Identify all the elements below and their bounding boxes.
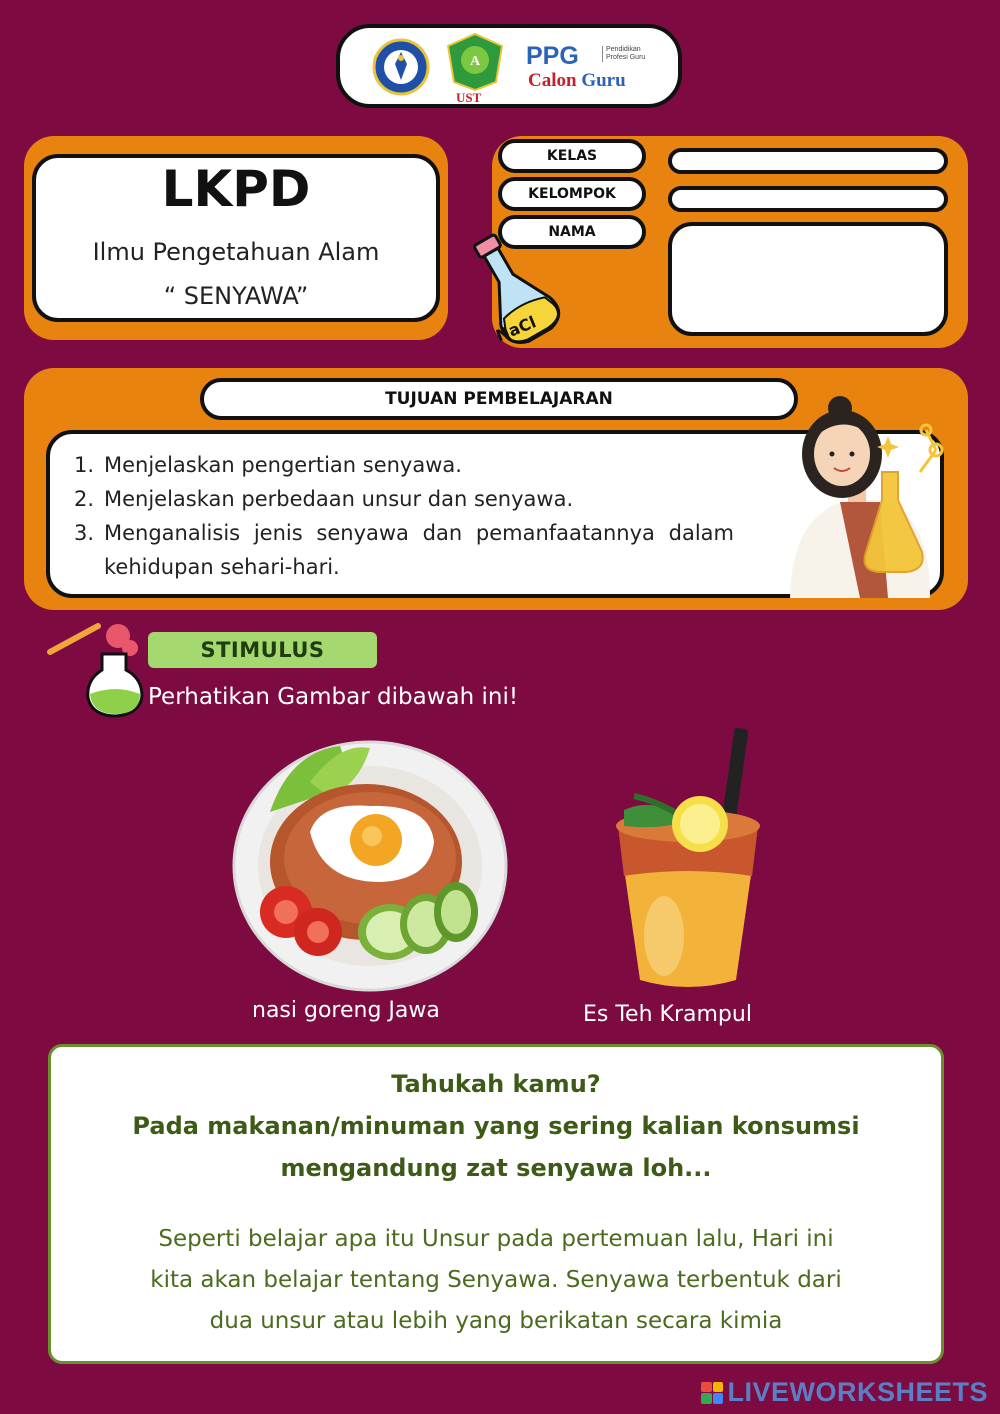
kelompok-field[interactable]	[668, 186, 948, 212]
info-card	[48, 1044, 944, 1364]
info-question-1: Tahukah kamu?	[391, 1070, 601, 1098]
ust-logo-icon	[444, 32, 506, 92]
kelompok-label: KELOMPOK	[498, 177, 646, 211]
page-title: LKPD	[161, 160, 311, 218]
liveworksheets-watermark	[701, 1377, 988, 1408]
caption-es-teh: Es Teh Krampul	[583, 1002, 752, 1027]
ppg-subtitle	[528, 70, 626, 92]
tujuan-item-text: Menganalisis jenis senyawa dan pemanfaatannya dalam kehidupan sehari-hari.	[104, 521, 734, 579]
stimulus-instruction: Perhatikan Gambar dibawah ini!	[148, 684, 519, 710]
ppg-sub-guru: Guru	[581, 70, 626, 91]
logo-bar	[336, 24, 682, 108]
watermark-text: LIVEWORKSHEETS	[727, 1377, 988, 1407]
tujuan-item-num: 3.	[74, 521, 95, 545]
subject-line2: “ SENYAWA”	[163, 282, 309, 310]
nama-field[interactable]	[668, 222, 948, 336]
ppg-small-text: Pendidikan Profesi Guru	[602, 46, 650, 62]
ust-label: UST	[456, 90, 482, 105]
subject-line1: Ilmu Pengetahuan Alam	[92, 238, 380, 266]
info-paragraph	[51, 1219, 941, 1342]
info-paragraph-line: Seperti belajar apa itu Unsur pada pertemuan lalu, Hari ini	[158, 1226, 834, 1252]
nasi-goreng-image	[230, 732, 510, 994]
flask-label: NaCl	[493, 312, 539, 346]
svg-text:A: A	[469, 54, 481, 69]
info-paragraph-line: kita akan belajar tentang Senyawa. Senyawa terbentuk dari	[150, 1267, 842, 1293]
flask-icon	[466, 226, 562, 358]
stimulus-tag: STIMULUS	[148, 632, 377, 668]
ppg-title: PPG	[526, 42, 579, 70]
scientist-girl-icon	[780, 392, 950, 598]
es-teh-image	[604, 726, 768, 996]
kelas-field[interactable]	[668, 148, 948, 174]
tujuan-item	[74, 482, 734, 516]
tujuan-item	[74, 516, 734, 584]
kelas-label: KELAS	[498, 139, 646, 173]
tujuan-item	[74, 448, 734, 482]
tujuan-item-num: 1.	[74, 453, 95, 477]
info-question-2: Pada makanan/minuman yang sering kalian konsumsi	[132, 1112, 860, 1140]
tujuan-heading: TUJUAN PEMBELAJARAN	[200, 378, 798, 420]
ppg-sub-calon: Calon	[528, 70, 577, 91]
title-card	[32, 154, 440, 322]
liveworksheets-logo-icon	[701, 1382, 723, 1404]
test-tube-flask-icon	[44, 614, 144, 720]
subject-title	[36, 230, 436, 318]
tujuan-item-text: Menjelaskan pengertian senyawa.	[104, 453, 462, 477]
info-paragraph-line: dua unsur atau lebih yang berikatan secara kimia	[209, 1308, 783, 1334]
caption-nasi-goreng: nasi goreng Jawa	[252, 998, 440, 1023]
tujuan-item-num: 2.	[74, 487, 95, 511]
tujuan-item-text: Menjelaskan perbedaan unsur dan senyawa.	[104, 487, 574, 511]
nama-label: NAMA	[498, 215, 646, 249]
tujuan-list	[74, 448, 734, 584]
kemendikbud-logo-icon	[370, 38, 432, 96]
info-question-3: mengandung zat senyawa loh...	[280, 1154, 712, 1182]
